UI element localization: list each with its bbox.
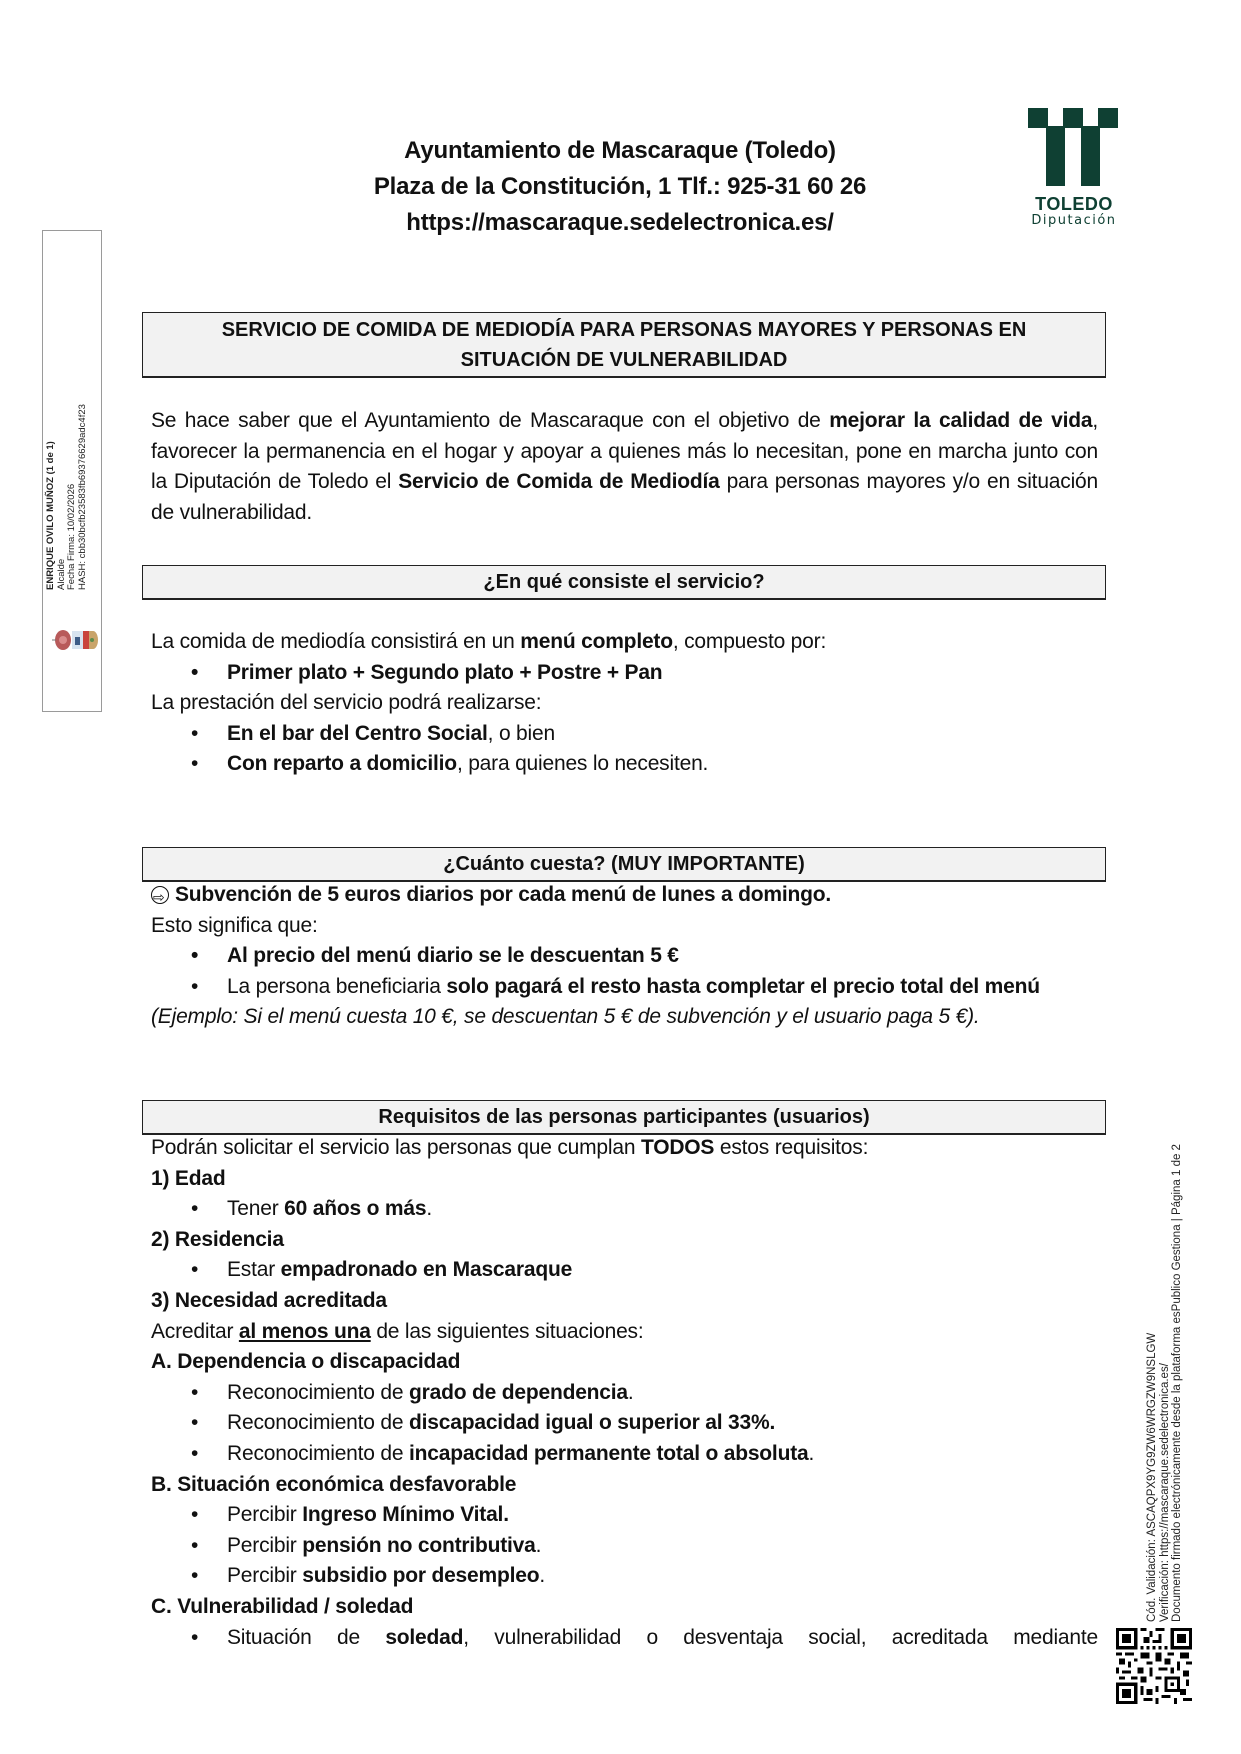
- text: Reconocimiento de: [227, 1380, 410, 1404]
- intro-emphasis: mejorar la calidad de vida: [829, 409, 1093, 432]
- list-item: [151, 972, 1098, 1003]
- council-name: Ayuntamiento de Mascaraque (Toledo): [404, 137, 836, 164]
- document-title-box: [142, 312, 1106, 378]
- intro-text: para personas mayores y/o en situación de vulnerabilidad.: [151, 470, 1098, 524]
- list-item: [151, 1500, 1098, 1531]
- section-heading-requisitos: [142, 1100, 1106, 1135]
- list-item: [151, 1623, 1098, 1654]
- section-heading-text: Requisitos de las personas participantes (usuarios): [378, 1106, 870, 1128]
- logo-name: TOLEDO: [1035, 194, 1113, 214]
- text: , compuesto por:: [672, 630, 827, 653]
- emphasis: Ingreso Mínimo Vital.: [302, 1503, 509, 1527]
- requirement-heading: 2) Residencia: [151, 1227, 284, 1251]
- list-item: [151, 1194, 1098, 1225]
- title-line-2: SITUACIÓN DE VULNERABILIDAD: [460, 349, 788, 371]
- service-name: Servicio de Comida de Mediodía: [398, 470, 720, 494]
- emphasis: grado de dependencia: [409, 1380, 628, 1404]
- list-item: [151, 1408, 1098, 1439]
- emphasis: Con reparto a domicilio: [227, 752, 457, 776]
- circled-arrow-icon: [151, 886, 169, 904]
- example-note: (Ejemplo: Si el menú cuesta 10 €, se descuentan 5 € de subvención y el usuario paga 5 €).: [151, 1005, 980, 1029]
- list-item: [151, 719, 1098, 750]
- qr-code-icon[interactable]: [1116, 1628, 1192, 1704]
- emphasis: TODOS: [640, 1136, 715, 1159]
- text: , para quienes lo necesiten.: [456, 752, 709, 776]
- section-consiste-body: [151, 627, 1098, 780]
- section-requisitos-body: [151, 1133, 1098, 1653]
- text: de las siguientes situaciones:: [370, 1319, 644, 1343]
- emphasis: pensión no contributiva: [302, 1533, 536, 1557]
- emphasis: En el bar del Centro Social: [227, 721, 488, 745]
- list-item: [151, 1561, 1098, 1592]
- logo-subtitle: Diputación: [1031, 213, 1117, 228]
- requirement-heading: 3) Necesidad acreditada: [151, 1288, 387, 1312]
- emphasis: discapacidad igual o superior al 33%.: [409, 1411, 776, 1435]
- validation-code: Cód. Validación: ASCAQPX9YG9ZW6WRGZW9NSLGW: [1146, 1332, 1158, 1622]
- text: estos requisitos:: [714, 1136, 869, 1159]
- section-heading-cuesta: [142, 847, 1106, 882]
- text: Percibir: [227, 1533, 303, 1557]
- validation-info: [1146, 1144, 1184, 1622]
- text: , vulnerabilidad o desventaja social, acreditada mediante: [463, 1625, 1098, 1649]
- emphasis: subsidio por desempleo: [302, 1564, 540, 1588]
- emphasis: solo pagará el resto hasta completar el precio total del menú: [446, 974, 1040, 998]
- title-line-1: SERVICIO DE COMIDA DE MEDIODÍA PARA PERSONAS MAYORES Y PERSONAS EN: [221, 319, 1027, 341]
- text: Reconocimiento de: [227, 1411, 410, 1435]
- signer-role: Alcalde: [55, 558, 67, 590]
- signer-name: ENRIQUE OVILO MUÑOZ (1 de 1): [45, 441, 56, 590]
- list-item: • Primer plato + Segundo plato + Postre + Pan: [151, 658, 1098, 689]
- council-address: Plaza de la Constitución, 1 Tlf.: 925-31 60 26: [373, 173, 867, 200]
- emphasis: empadronado en Mascaraque: [280, 1258, 573, 1282]
- category-heading: B. Situación económica desfavorable: [151, 1472, 517, 1496]
- list-item: [151, 1378, 1098, 1409]
- text: .: [539, 1564, 546, 1588]
- emphasis: soledad: [385, 1625, 464, 1649]
- section-heading-text: ¿En qué consiste el servicio?: [483, 571, 765, 593]
- text: , o bien: [487, 721, 555, 745]
- list-item: [151, 1531, 1098, 1562]
- text: La persona beneficiaria: [227, 974, 447, 998]
- signature-stamp-text: [46, 370, 88, 590]
- list-item: [151, 749, 1098, 780]
- emphasis: 60 años o más: [284, 1197, 427, 1221]
- subsidy-highlight: [151, 880, 1098, 911]
- intro-text: Se hace saber que el Ayuntamiento de Mascaraque con el objetivo de: [151, 409, 830, 432]
- text: Percibir: [227, 1564, 303, 1588]
- section-heading-consiste: [142, 565, 1106, 600]
- list-item: [151, 1255, 1098, 1286]
- text: Percibir: [227, 1503, 303, 1527]
- letterhead: [300, 133, 940, 241]
- text: La comida de mediodía consistirá en un: [151, 630, 521, 653]
- emphasis: al menos una: [238, 1319, 371, 1343]
- coat-of-arms-icon: [52, 628, 98, 652]
- emphasis: menú completo: [520, 630, 673, 653]
- requirement-heading: 1) Edad: [151, 1166, 226, 1190]
- text: .: [627, 1380, 634, 1404]
- section-heading-text: ¿Cuánto cuesta? (MUY IMPORTANTE): [443, 853, 805, 875]
- signature-hash: HASH: cbb30bcfb23583fb69376629adc4f23: [76, 404, 88, 590]
- category-heading: C. Vulnerabilidad / soledad: [151, 1594, 414, 1618]
- emphasis: incapacidad permanente total o absoluta: [409, 1441, 809, 1465]
- emphasis: Subvención de 5 euros diarios por cada menú de lunes a domingo.: [175, 883, 832, 906]
- text: Podrán solicitar el servicio las personas que cumplan: [151, 1136, 641, 1159]
- list-item: [151, 1439, 1098, 1470]
- section-cuesta-body: [151, 880, 1098, 1033]
- signature-date: Fecha Firma: 10/02/2026: [66, 483, 77, 590]
- intro-paragraph: [151, 406, 1098, 528]
- intro-text: , favorecer la permanencia en el hogar y apoyar a quienes más lo necesitan, pone en marcha junto con la Diputación de Toledo el: [151, 409, 1098, 494]
- text: Acreditar: [151, 1319, 239, 1343]
- text: Estar: [227, 1258, 281, 1282]
- text: Situación de: [227, 1625, 386, 1649]
- council-website: https://mascaraque.sedelectronica.es/: [406, 209, 834, 236]
- signature-platform-note: Documento firmado electrónicamente desde la plataforma esPublico Gestiona | Página 1 de 2: [1171, 1144, 1183, 1622]
- text: Esto significa que:: [151, 913, 318, 937]
- text: La prestación del servicio podrá realizarse:: [151, 691, 542, 715]
- verification-url[interactable]: Verificación: https://mascaraque.sedelectronica.es/: [1158, 1363, 1171, 1622]
- text: .: [426, 1197, 432, 1221]
- list-item: • Al precio del menú diario se le descuentan 5 €: [151, 941, 1098, 972]
- text: .: [808, 1441, 815, 1465]
- text: Tener: [227, 1197, 285, 1221]
- text: Reconocimiento de: [227, 1441, 410, 1465]
- category-heading: A. Dependencia o discapacidad: [151, 1350, 461, 1374]
- text: .: [535, 1533, 542, 1557]
